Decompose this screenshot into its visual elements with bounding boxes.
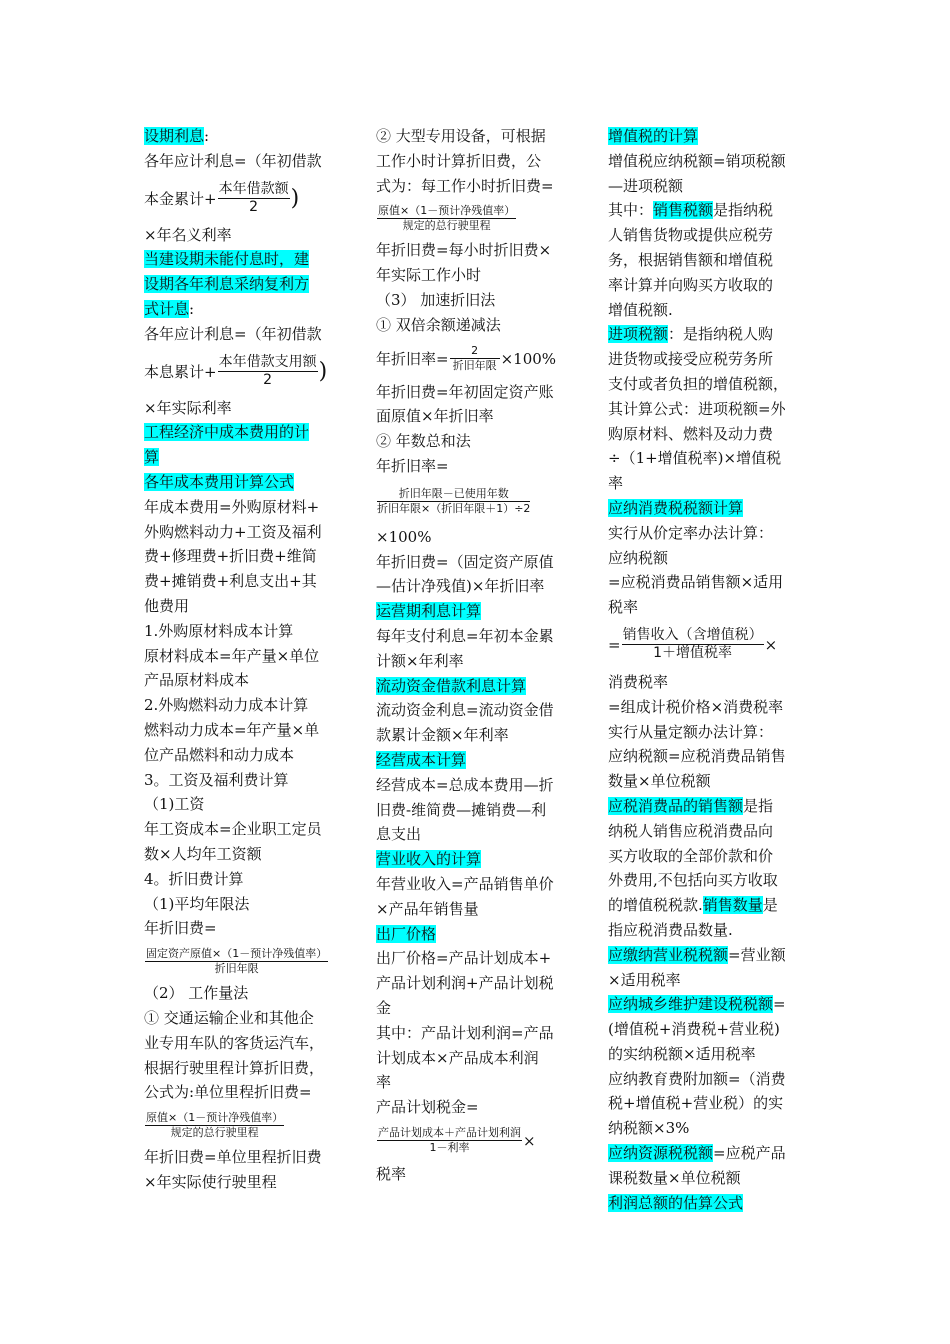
formula-line <box>376 479 586 525</box>
line: 外购燃料动力+工资及福利 <box>144 522 322 541</box>
line: 应纳税额 <box>608 548 669 567</box>
line: ×年实际利率 <box>144 398 232 417</box>
line: 公式为:单位里程折旧费= <box>144 1083 312 1102</box>
line <box>608 943 818 968</box>
term-highlight: 销售税额 <box>653 201 714 220</box>
line: 其计算公式：进项税额=外 <box>608 399 786 418</box>
line: 业专用车队的客货运汽车， <box>144 1033 325 1052</box>
line: 2.外购燃料动力成本计算 <box>144 696 309 715</box>
column-1 <box>144 124 376 1195</box>
line: 应纳税额=应税消费品销售 <box>608 747 786 766</box>
fraction <box>218 354 318 389</box>
line: 计额×年利率 <box>376 651 464 670</box>
formula-line <box>608 620 818 670</box>
section-heading: 各年成本费用计算公式 <box>144 472 295 491</box>
text-run: = <box>773 995 786 1014</box>
line: 年成本费用=外购原材料+ <box>144 497 320 516</box>
denominator: 2 <box>249 198 259 215</box>
line: 工作小时计算折旧费，公 <box>376 151 542 170</box>
line <box>608 322 818 347</box>
denominator: 折旧年限 <box>214 961 259 975</box>
line: 根据行驶里程计算折旧费， <box>144 1058 325 1077</box>
line <box>376 922 586 947</box>
line: —进项税额 <box>608 176 684 195</box>
line: 率计算并向购买方收取的 <box>608 275 774 294</box>
fraction <box>377 1126 522 1155</box>
line: （1)平均年限法 <box>144 894 250 913</box>
line: ÷（1+增值税率)×增值税 <box>608 449 782 468</box>
numerator: 本年借款支用额 <box>218 353 317 370</box>
numerator: 产品计划成本＋产品计划利润 <box>378 1126 521 1140</box>
line: ② 年数总和法 <box>376 432 471 451</box>
line <box>608 1141 818 1166</box>
section-heading: 工程经济中成本费用的计 <box>144 423 310 442</box>
section-heading: 式计息 <box>144 299 190 318</box>
term-highlight: 进项税额 <box>608 325 669 344</box>
line: 1.外购原材料成本计算 <box>144 621 294 640</box>
text-run: =应税产品 <box>713 1144 786 1163</box>
line: =组成计税价格×消费税率 <box>608 697 784 716</box>
section-heading: 营业收入的计算 <box>376 850 482 869</box>
line: 经营成本=总成本费用—折 <box>376 775 554 794</box>
line: 计划成本×产品成本利润 <box>376 1048 539 1067</box>
line: 产品原材料成本 <box>144 671 250 690</box>
line: 设期利息: <box>144 127 210 145</box>
line: 应纳教育费附加额=（消费 <box>608 1069 786 1088</box>
numerator: 原值×（1－预计净残值率） <box>378 203 516 217</box>
line: 其中：产品计划利润=产品 <box>376 1023 554 1042</box>
fraction <box>218 181 290 216</box>
numerator: 2 <box>450 344 500 359</box>
line: 消费税率 <box>608 672 669 691</box>
section-heading: 运营期利息计算 <box>376 602 482 621</box>
line: 税率 <box>608 598 639 617</box>
line: 税率 <box>376 1164 407 1183</box>
column-3 <box>608 124 818 1215</box>
line: 旧费-维简费—摊销费—利 <box>376 800 547 819</box>
formula-line <box>376 338 586 380</box>
line <box>376 674 586 699</box>
line: 3。工资及福利费计算 <box>144 770 289 789</box>
line: 数量×单位税额 <box>608 772 711 791</box>
column-2 <box>376 124 586 1187</box>
line: ① 交通运输企业和其他企 <box>144 1008 314 1027</box>
line: 课税数量×单位税额 <box>608 1168 741 1187</box>
line <box>608 893 818 918</box>
text-run: 是 <box>762 896 778 915</box>
fraction <box>377 204 516 233</box>
section-heading: 增值税的计算 <box>608 127 699 145</box>
line: 各年应计利息=（年初借款 <box>144 324 322 343</box>
line: 流动资金利息=流动资金借 <box>376 701 554 720</box>
numerator: 原值×（1－预计净残值率） <box>146 1110 284 1124</box>
formula-prefix: 本金累计+ <box>144 189 217 208</box>
line <box>144 470 376 495</box>
term-highlight: 应税消费品的销售额 <box>608 796 744 815</box>
term-highlight: 销售数量 <box>702 896 763 915</box>
line: 务，根据销售额和增值税 <box>608 250 774 269</box>
section-heading: 利润总额的估算公式 <box>608 1193 744 1212</box>
line: 进货物或接受应税劳务所 <box>608 350 774 369</box>
formula-suffix: ×100% <box>500 349 557 368</box>
formula-line <box>376 198 586 238</box>
section-heading: 设期利息 <box>144 127 205 145</box>
line: 年工资成本=企业职工定员 <box>144 820 322 839</box>
line <box>608 496 818 521</box>
formula-prefix: = <box>608 635 621 654</box>
line: 买方收取的全部价款和价 <box>608 846 774 865</box>
line: 位产品燃料和动力成本 <box>144 745 295 764</box>
line: 实行从量定额办法计算： <box>608 722 774 741</box>
term-highlight: 应纳资源税税额 <box>608 1144 714 1163</box>
line <box>376 599 586 624</box>
line: 年折旧费=年初固定资产账 <box>376 382 554 401</box>
line: 费+摊销费+利息支出+其 <box>144 572 317 591</box>
line: ×100% <box>376 527 432 546</box>
line: 支付或者负担的增值税额， <box>608 374 789 393</box>
line: 增值税应纳税额=销项税额 <box>608 151 786 170</box>
formula-prefix: 本息累计+ <box>144 362 217 381</box>
section-heading: 出厂价格 <box>376 924 437 943</box>
term-highlight: 应缴纳营业税税额 <box>608 945 729 964</box>
line: 纳税人销售应税消费品向 <box>608 821 774 840</box>
line: （3） 加速折旧法 <box>376 290 496 309</box>
line: 他费用 <box>144 596 190 615</box>
fraction <box>622 627 764 662</box>
denominator: 2 <box>263 371 273 388</box>
denominator: 规定的总行驶里程 <box>170 1125 259 1139</box>
formula-suffix: × <box>523 1131 536 1150</box>
line: 面原值×年折旧率 <box>376 407 494 426</box>
fraction <box>377 487 530 516</box>
line <box>144 420 376 445</box>
text-run: =营业额 <box>728 945 786 964</box>
line <box>144 272 376 297</box>
section-heading: 流动资金借款利息计算 <box>376 676 527 695</box>
line: ×年实际使行驶里程 <box>144 1172 277 1191</box>
line: 每年支付利息=年初本金累 <box>376 626 554 645</box>
line: 购原材料、燃料及动力费 <box>608 424 774 443</box>
fraction <box>145 947 328 976</box>
line: 年折旧费=（固定资产原值 <box>376 552 554 571</box>
formula-suffix: × <box>764 635 778 654</box>
text-run: 是指 <box>743 796 774 815</box>
line: 年实际工作小时 <box>376 266 482 285</box>
line: 率 <box>608 474 624 493</box>
denominator: 折旧年限×（折旧年限＋1）÷2 <box>377 502 531 516</box>
section-heading: 应纳消费税税额计算 <box>608 498 744 517</box>
line: 费+修理费+折旧费+维简 <box>144 547 317 566</box>
line: 燃料动力成本=年产量×单 <box>144 720 320 739</box>
numerator: 本年借款额 <box>218 180 289 197</box>
line: （1)工资 <box>144 795 205 814</box>
section-heading: 经营成本计算 <box>376 750 467 769</box>
section-heading: 算 <box>144 448 160 467</box>
line: 产品计划税金= <box>376 1098 479 1117</box>
line: 出厂价格=产品计划成本+ <box>376 949 552 968</box>
formula-line <box>376 1120 586 1162</box>
line: 人销售货物或提供应税劳 <box>608 226 774 245</box>
line: 金 <box>376 998 392 1017</box>
text-run: 其中： <box>608 201 654 220</box>
line: 原材料成本=年产量×单位 <box>144 646 320 665</box>
formula-line: 本金累计+ $\frac{\text{本年借款额}}{2}$ ) <box>144 180 300 215</box>
fraction <box>450 344 500 373</box>
line: 年营业收入=产品销售单价 <box>376 874 554 893</box>
line: 各年应计利息=（年初借款 <box>144 151 322 170</box>
line: 年折旧费= <box>144 919 217 938</box>
line <box>608 124 818 149</box>
line: 年折旧率= <box>376 456 449 475</box>
line: 式为：每工作小时折旧费= <box>376 176 554 195</box>
denominator: 1＋增值税率 <box>653 645 733 662</box>
line: ① 双倍余额递减法 <box>376 315 501 334</box>
line: =应税消费品销售额×适用 <box>608 573 784 592</box>
line: ×产品年销售量 <box>376 899 479 918</box>
denominator: 规定的总行驶里程 <box>402 218 491 232</box>
line <box>608 992 818 1017</box>
line: 款累计金额×年利率 <box>376 726 509 745</box>
line: 产品计划利润+产品计划税 <box>376 974 554 993</box>
line: 数×人均年工资额 <box>144 844 262 863</box>
line: (增值税+消费税+营业税) <box>608 1020 780 1039</box>
line: ② 大型专用设备，可根据 <box>376 127 546 145</box>
line <box>376 748 586 773</box>
line: 指应税消费品数量. <box>608 920 733 939</box>
line: 率 <box>376 1073 392 1092</box>
line <box>144 445 376 470</box>
line <box>608 794 818 819</box>
line <box>144 247 376 272</box>
text-run: 是指纳税 <box>713 201 774 220</box>
denominator: 折旧年限 <box>452 359 497 373</box>
term-highlight: 应纳城乡维护建设税税额 <box>608 995 774 1014</box>
line: 年折旧费=每小时折旧费× <box>376 241 552 260</box>
line <box>608 198 818 223</box>
line: 年折旧费=单位里程折旧费 <box>144 1148 322 1167</box>
line: —估计净残值)×年折旧率 <box>376 577 545 596</box>
line: （2） 工作量法 <box>144 984 249 1003</box>
line: 4。折旧费计算 <box>144 869 244 888</box>
formula-line <box>144 1105 376 1145</box>
fraction <box>145 1111 284 1140</box>
line: 式计息: <box>144 299 195 318</box>
line: 息支出 <box>376 825 422 844</box>
section-heading: 当建设期未能付息时，建 <box>144 250 310 269</box>
line: 外费用,不包括向买方收取 <box>608 871 778 890</box>
line <box>376 847 586 872</box>
line: 的实纳税额×适用税率 <box>608 1044 756 1063</box>
section-heading: 设期各年利息采纳复利方 <box>144 275 310 294</box>
text-run: ：是指纳税人购 <box>668 325 774 344</box>
denominator: 1－利率 <box>429 1141 470 1155</box>
line: ×年名义利率 <box>144 225 232 244</box>
line: 税+增值税+营业税）的实 <box>608 1094 784 1113</box>
line: 增值税额. <box>608 300 673 319</box>
text-run: 的增值税税款. <box>608 896 703 915</box>
numerator: 固定资产原值×（1－预计净残值率） <box>146 946 328 960</box>
line: ×适用税率 <box>608 970 681 989</box>
formula-line <box>144 941 376 981</box>
numerator: 销售收入（含增值税） <box>622 627 763 644</box>
numerator: 折旧年限－已使用年数 <box>377 487 530 502</box>
formula-prefix: 年折旧率= <box>376 350 449 369</box>
line: 纳税额×3% <box>608 1119 690 1138</box>
line <box>608 1191 818 1216</box>
line: 实行从价定率办法计算： <box>608 523 774 542</box>
formula-line: 本息累计+ $\frac{\text{本年借款支用额}}{2}$ ) <box>144 353 328 388</box>
